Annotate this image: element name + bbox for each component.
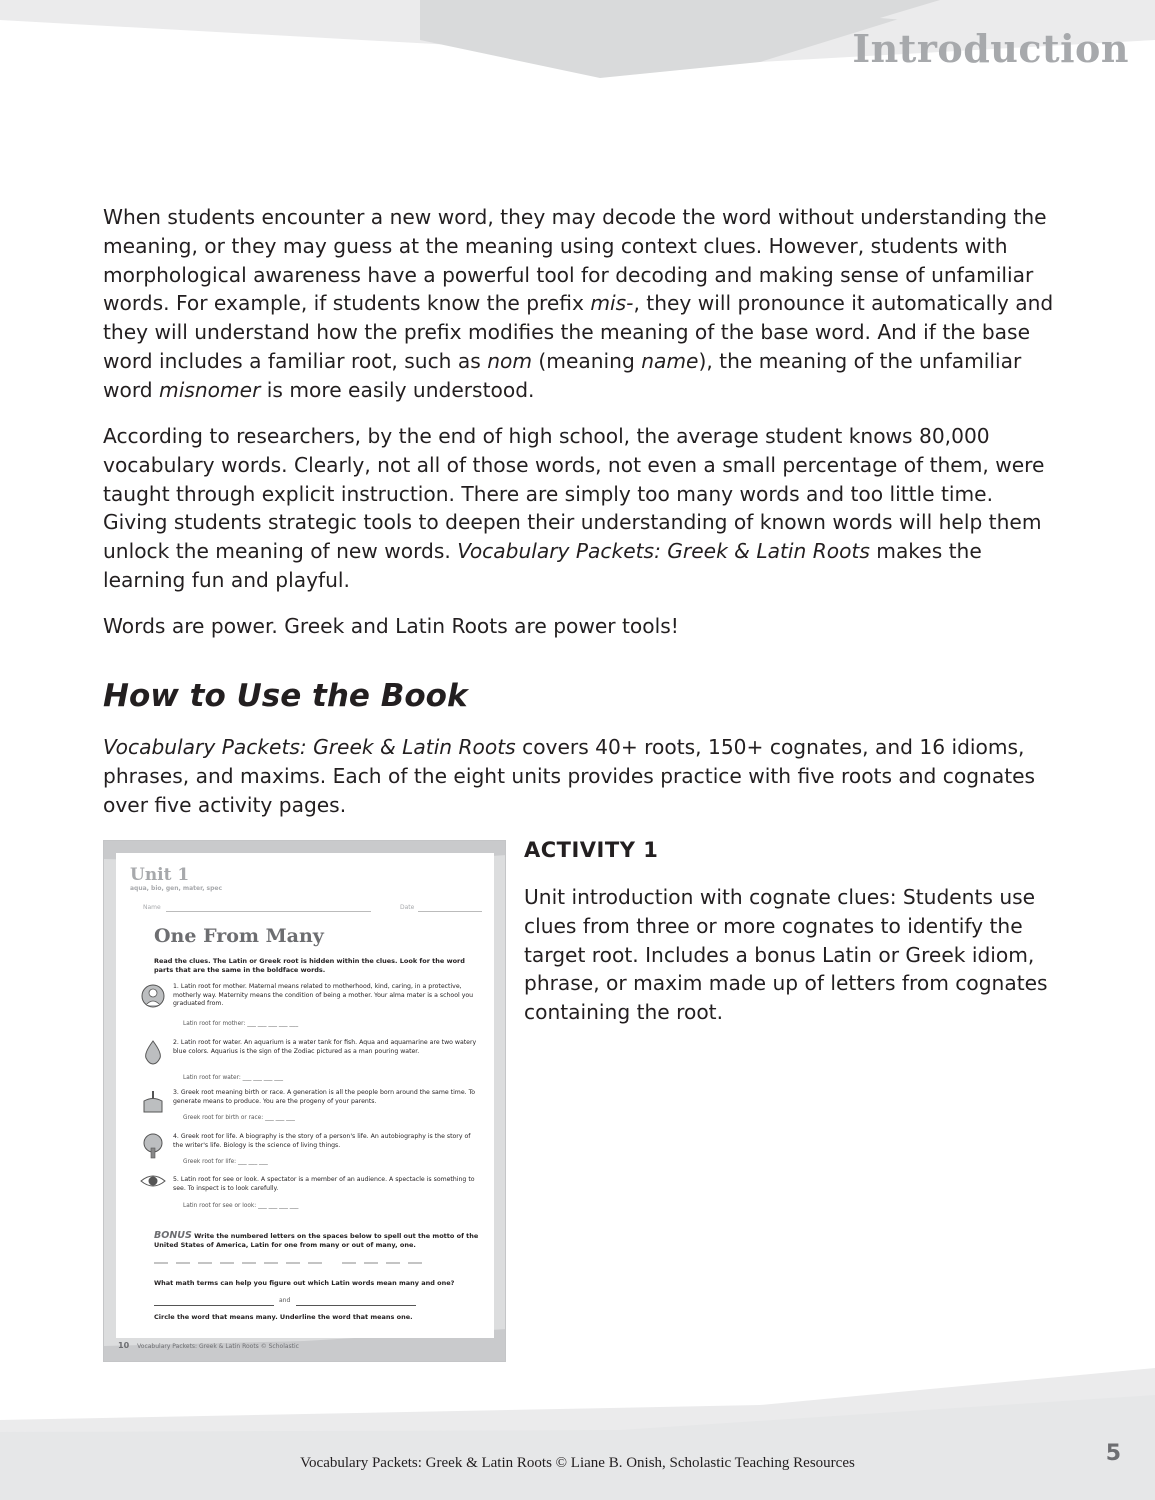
thumbnail-clue-5: 5. Latin root for see or look. A spectator is a member of an audience. A spectacle is something to see. To inspect is to look carefully. bbox=[173, 1176, 475, 1192]
thumbnail-answer-5: Latin root for see or look: ___ ___ ___ ___ bbox=[183, 1203, 299, 1209]
thumbnail-date-label: Date bbox=[400, 904, 415, 911]
thumbnail-title: One From Many bbox=[154, 925, 324, 947]
thumbnail-clue-2: 2. Latin root for water. An aquarium is a water tank for fish. Aqua and aquamarine are two watery blue colors. Aquarius is the sign of the Zodiac pictured as a man pouring water. bbox=[173, 1039, 477, 1055]
tree-icon bbox=[140, 1133, 166, 1159]
thumbnail-answer-1: Latin root for mother: ___ ___ ___ ___ ___ bbox=[183, 1021, 299, 1027]
thumbnail-circle-instruction: Circle the word that means many. Underline the word that means one. bbox=[154, 1313, 413, 1321]
thumbnail-roots: aqua, bio, gen, mater, spec bbox=[130, 885, 223, 892]
thumbnail-answer-3: Greek root for birth or race: ___ ___ ___ bbox=[183, 1115, 295, 1121]
how-to-use-paragraph: Vocabulary Packets: Greek & Latin Roots covers 40+ roots, 150+ cognates, and 16 idioms, phrases, and maxims. Each of the eight units provides practice with five roots and cognates over five activity pages. bbox=[103, 735, 1036, 817]
mother-child-icon bbox=[140, 983, 166, 1009]
intro-paragraph-2: According to researchers, by the end of high school, the average student knows 80,000 vocabulary words. Clearly, not all of those words, not even a small percentage of them, were taught through explicit instruction. There are simply too many words and too little time. Giving students strategic tools to deepen their understanding of known words will help them unlock the meaning of new words. Vocabulary Packets: Greek & Latin Roots makes the learning fun and playful. bbox=[103, 424, 1045, 592]
thumbnail-bonus: BONUS Write the numbered letters on the spaces below to spell out the motto of the United States of America, Latin for one from many or out of many, one. bbox=[154, 1230, 479, 1249]
thumbnail-answer-lines: and bbox=[154, 1297, 424, 1307]
thumbnail-footer: 10 Vocabulary Packets: Greek & Latin Roots © Scholastic bbox=[118, 1341, 299, 1350]
thumbnail-date-line bbox=[418, 911, 482, 912]
activity-1-description: Unit introduction with cognate clues: Students use clues from three or more cognates to identify the target root. Includes a bonus Latin or Greek idiom, phrase, or maxim made up of letters from cognates containing the root. bbox=[524, 885, 1048, 1025]
eye-icon bbox=[140, 1171, 166, 1191]
water-drop-icon bbox=[140, 1039, 166, 1065]
section-heading-how-to-use: How to Use the Book bbox=[103, 678, 468, 714]
birthday-cake-icon bbox=[140, 1089, 166, 1115]
page-footer-credit: Vocabulary Packets: Greek & Latin Roots © Liane B. Onish, Scholastic Teaching Resources bbox=[300, 1455, 855, 1471]
intro-paragraph-3: Words are power. Greek and Latin Roots are power tools! bbox=[103, 614, 679, 638]
thumbnail-answer-4: Greek root for life: ___ ___ ___ bbox=[183, 1159, 268, 1165]
thumbnail-question: What math terms can help you figure out which Latin words mean many and one? bbox=[154, 1279, 455, 1287]
thumbnail-page bbox=[116, 853, 494, 1338]
thumbnail-bonus-blanks bbox=[154, 1257, 424, 1269]
page-number: 5 bbox=[1105, 1441, 1121, 1466]
thumbnail-clue-4: 4. Greek root for life. A biography is the story of a person's life. An autobiography is the story of the writer's life. Biology is the science of living things. bbox=[173, 1133, 471, 1149]
page-header-title: Introduction bbox=[852, 26, 1129, 71]
intro-paragraph-1: When students encounter a new word, they may decode the word without understanding the meaning, or they may guess at the meaning using context clues. However, students with morphological awareness have a powerful tool for decoding and making sense of unfamiliar words. For example, if students know the prefix mis-, they will pronounce it automatically and they will understand how the prefix modifies the meaning of the base word. And if the base word includes a familiar root, such as nom (meaning name), the meaning of the unfamiliar word misnomer is more easily understood. bbox=[103, 205, 1054, 402]
thumbnail-name-label: Name bbox=[143, 904, 161, 911]
activity-1-heading: ACTIVITY 1 bbox=[524, 838, 659, 862]
thumbnail-answer-2: Latin root for water: ___ ___ ___ ___ bbox=[183, 1075, 283, 1081]
thumbnail-name-line bbox=[166, 911, 371, 912]
thumbnail-instructions: Read the clues. The Latin or Greek root is hidden within the clues. Look for the word parts that are the same in the boldface words. bbox=[154, 957, 465, 974]
thumbnail-clue-3: 3. Greek root meaning birth or race. A generation is all the people born around the same time. To generate means to produce. You are the progeny of your parents. bbox=[173, 1089, 476, 1105]
activity-page-thumbnail bbox=[103, 840, 506, 1362]
thumbnail-unit-label: Unit 1 bbox=[130, 865, 190, 885]
thumbnail-clue-1: 1. Latin root for mother. Maternal means related to motherhood, kind, caring, in a protective, motherly way. Maternity means the condition of being a mother. Your alma mater is a school you graduated from. bbox=[173, 983, 474, 1008]
